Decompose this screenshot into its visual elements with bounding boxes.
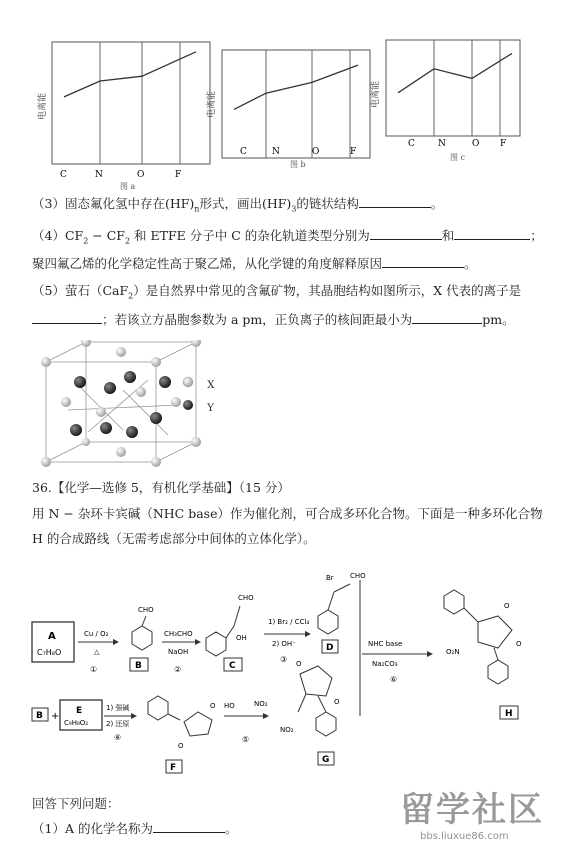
compound-c-oh: OH	[236, 634, 247, 642]
q3-suffix: 的链状结构	[296, 196, 359, 211]
legend-x-label: X	[207, 380, 215, 391]
answer-q1-end: 。	[224, 821, 238, 836]
step3-reagent-1: 1) Br₂ / CCl₄	[268, 618, 310, 626]
step4-number: ④	[114, 733, 122, 742]
chart-a-tick-c: C	[60, 170, 67, 180]
compound-c-cho: CHO	[238, 594, 254, 602]
q4-blank-2[interactable]	[454, 227, 530, 240]
question-36-line1: 用 N − 杂环卡宾碱（NHC base）作为催化剂，可合成多环化合物。下面是一种多环化合物	[32, 506, 543, 521]
chart-a-line	[64, 52, 196, 97]
answer-q1	[32, 820, 237, 837]
compound-a-label: A	[48, 631, 56, 642]
synthesis-scheme	[28, 562, 568, 786]
ionization-chart-c	[372, 30, 532, 184]
q4-cf2-a: （4）CF	[32, 228, 84, 243]
chart-b-tick-f: F	[350, 147, 357, 157]
chart-b-tick-n: N	[272, 147, 280, 157]
compound-b	[130, 606, 154, 671]
answer-intro: 回答下列问题：	[32, 796, 120, 811]
chart-a-caption: 图 a	[120, 182, 136, 191]
q3-prefix: （3）固态氟化氢中存在	[32, 196, 165, 211]
compound-d-label: D	[326, 643, 334, 653]
x-ion-swatch	[182, 376, 194, 388]
chart-c-tick-o: O	[472, 139, 480, 149]
legend-y	[182, 399, 214, 414]
q4-sub-b: 2	[124, 236, 131, 246]
compound-d-br: Br	[326, 574, 334, 582]
compound-e-label: E	[76, 706, 83, 716]
step4-reagent-1: 1) 强碱	[106, 704, 130, 712]
step4-reagent-2: 2) 还原	[106, 720, 130, 728]
q4-blank-3[interactable]	[382, 255, 464, 268]
ionization-chart-a	[40, 28, 220, 192]
compound-f-o2: O	[178, 742, 184, 750]
q4-line2-text: 聚四氟乙烯的化学稳定性高于聚乙烯，从化学键的角度解释原因	[32, 256, 383, 271]
compound-h	[444, 590, 522, 719]
compound-b-lower	[32, 708, 48, 721]
question-4-line2	[32, 255, 477, 272]
compound-e-formula: C₉H₈O₂	[64, 719, 89, 727]
compound-g-o2: O	[334, 698, 340, 706]
scheme-svg	[28, 562, 568, 782]
step6-number: ⑥	[390, 675, 398, 684]
question-4-line1	[32, 227, 543, 250]
compound-c	[206, 594, 254, 671]
compound-g-label: G	[322, 755, 330, 765]
watermark-main: 留学社区	[400, 790, 544, 830]
compound-h-label: H	[505, 709, 513, 719]
chart-b-line	[234, 65, 358, 109]
step2-reagent: CH₃CHO	[164, 630, 193, 638]
q3-three: 3	[291, 204, 297, 214]
chart-b-tick-o: O	[312, 147, 320, 157]
step3-reagent-2: 2) OH⁻	[272, 640, 296, 648]
q3-hf3: (HF)	[261, 196, 292, 211]
q3-mid: 形式，画出	[199, 196, 262, 211]
chart-c-svg	[372, 30, 532, 180]
q4-line2-end: 。	[464, 256, 477, 271]
compound-f-o1: O	[210, 702, 216, 710]
q5-text-b: ）是自然界中常见的含氟矿物，其晶胞结构如图所示，X 代表的离子是	[133, 283, 522, 298]
chart-a-tick-f: F	[175, 170, 182, 180]
compound-e	[60, 700, 102, 730]
step5-number: ⑤	[242, 735, 250, 744]
step1-reagent: Cu / O₂	[84, 630, 109, 638]
q4-semicolon: ；	[530, 228, 543, 243]
legend-x	[182, 376, 214, 391]
compound-f	[148, 696, 216, 773]
q3-n: n	[194, 204, 200, 214]
step6-reagent: NHC base	[368, 640, 403, 648]
compound-c-label: C	[229, 661, 236, 671]
compound-h-o2n: O₂N	[446, 648, 460, 656]
q5-blank-1[interactable]	[32, 311, 102, 324]
question-5-line2	[32, 311, 515, 328]
compound-h-o2: O	[516, 640, 522, 648]
step3-number: ③	[280, 655, 288, 664]
chart-a-tick-n: N	[95, 170, 103, 180]
q5-text-c: ；若该立方晶胞参数为 a pm，正负离子的核间距最小为	[102, 312, 413, 327]
chart-c-caption: 图 c	[450, 153, 466, 162]
chart-b-tick-c: C	[240, 147, 247, 157]
ionization-chart-b	[208, 36, 388, 190]
q4-and: 和	[441, 228, 455, 243]
step2-number: ②	[174, 665, 182, 674]
y-ion-swatch	[182, 399, 194, 411]
question-3	[32, 195, 443, 218]
question-5-line1	[32, 283, 521, 305]
watermark-url: bbs.liuxue86.com	[420, 831, 509, 842]
q4-sub-a: 2	[83, 236, 89, 246]
q3-end: 。	[430, 196, 444, 211]
watermark-logo	[400, 782, 544, 842]
compound-b-label: B	[135, 661, 142, 671]
q4-blank-1[interactable]	[370, 227, 442, 240]
chart-b-caption: 图 b	[290, 160, 306, 169]
q4-cf2-b: − CF	[88, 228, 125, 243]
legend-y-label: Y	[207, 403, 214, 414]
chart-c-tick-f: F	[500, 139, 507, 149]
step5-reagent: HO	[224, 702, 235, 710]
compound-b-cho: CHO	[138, 606, 154, 614]
chart-a-tick-o: O	[137, 170, 145, 180]
chart-c-line	[398, 53, 512, 92]
chart-c-tick-n: N	[438, 139, 446, 149]
compound-g-o1: O	[296, 660, 302, 668]
q3-answer-blank[interactable]	[359, 195, 431, 208]
chart-b-svg	[208, 36, 388, 186]
compound-b-lower-label: B	[36, 711, 43, 721]
chart-a-frame	[52, 42, 210, 164]
step1-condition: △	[94, 648, 100, 656]
compound-a	[32, 622, 74, 662]
step2-condition: NaOH	[168, 648, 189, 656]
chart-c-tick-c: C	[408, 139, 415, 149]
q3-hfn: (HF)	[164, 196, 195, 211]
chart-b-ylabel: 电离能	[207, 90, 217, 118]
compound-a-formula: C₇H₈O	[37, 648, 62, 657]
q5-blank-2[interactable]	[412, 311, 482, 324]
chart-c-ylabel: 电离能	[371, 80, 381, 108]
question-36-title: 36.【化学—选修 5，有机化学基础】（15 分）	[32, 480, 290, 495]
q5-text-d: pm。	[482, 312, 515, 327]
step5-no2: NO₂	[254, 700, 268, 708]
compound-g-no2: NO₂	[280, 726, 294, 734]
chart-a-ylabel: 电离能	[38, 92, 48, 120]
q5-sub: 2	[128, 291, 134, 301]
step6-condition: Na₂CO₃	[372, 660, 398, 668]
question-36-line2: H 的合成路线（无需考虑部分中间体的立体化学）。	[32, 531, 316, 546]
compound-d	[318, 572, 366, 653]
q4-text: 和 ETFE 分子中 C 的杂化轨道类型分别为	[130, 228, 370, 243]
compound-d-cho: CHO	[350, 572, 366, 580]
answer-q1-blank[interactable]	[153, 820, 225, 833]
compound-h-o1: O	[504, 602, 510, 610]
step1-number: ①	[90, 665, 98, 674]
answer-q1-text: （1）A 的化学名称为	[32, 821, 153, 836]
q5-text-a: （5）萤石（CaF	[32, 283, 129, 298]
compound-f-label: F	[170, 763, 177, 773]
chart-a-svg	[38, 28, 220, 191]
compound-g	[280, 660, 340, 765]
plus-sign: +	[51, 711, 60, 722]
